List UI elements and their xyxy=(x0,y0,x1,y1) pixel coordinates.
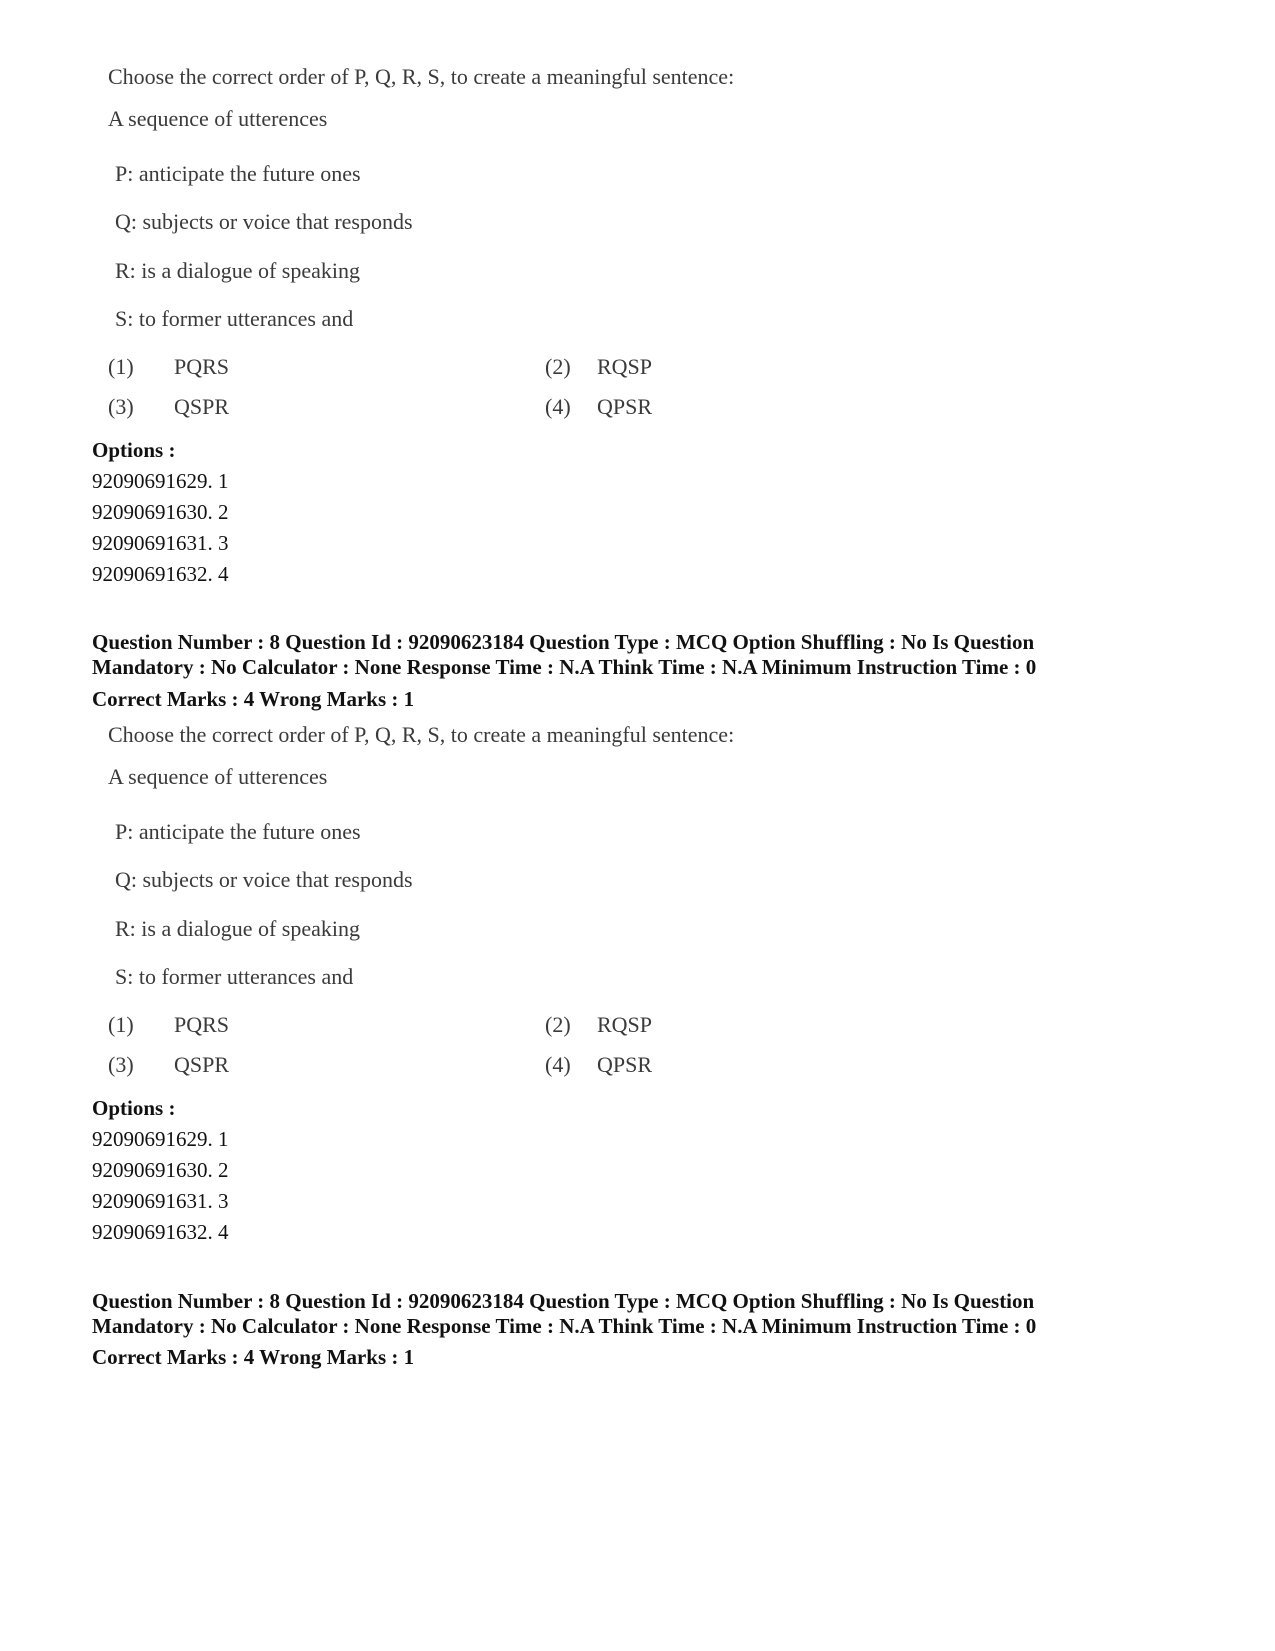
choice-text: QSPR xyxy=(174,1052,230,1077)
choice-1 xyxy=(108,1012,229,1038)
option-item-2: 92090691630. 2 xyxy=(92,500,229,524)
choice-3 xyxy=(108,1052,229,1078)
choice-1 xyxy=(108,354,229,380)
choice-2 xyxy=(545,1012,652,1038)
options-heading: Options : xyxy=(92,1096,176,1120)
metadata-marks-1: Correct Marks : 4 Wrong Marks : 1 xyxy=(92,687,415,711)
question-metadata-1 xyxy=(92,630,1122,680)
choice-text: RQSP xyxy=(597,354,653,379)
option-item-3: 92090691631. 3 xyxy=(92,531,229,555)
part-q: Q: subjects or voice that responds xyxy=(115,209,413,234)
part-r: R: is a dialogue of speaking xyxy=(115,258,361,283)
choice-4 xyxy=(545,394,652,420)
choice-number: (1) xyxy=(108,1012,134,1037)
choice-3 xyxy=(108,394,229,420)
question-lead: A sequence of utterences xyxy=(108,764,328,789)
choice-text: PQRS xyxy=(174,354,230,379)
part-r: R: is a dialogue of speaking xyxy=(115,916,361,941)
metadata-marks-2: Correct Marks : 4 Wrong Marks : 1 xyxy=(92,1345,415,1369)
option-item-2: 92090691630. 2 xyxy=(92,1158,229,1182)
question-stem: Choose the correct order of P, Q, R, S, to create a meaningful sentence: xyxy=(108,64,735,89)
metadata-line-2: Mandatory : No Calculator : None Response Time : N.A Think Time : N.A Minimum Instruction Time : 0 xyxy=(92,655,1037,679)
choice-4 xyxy=(545,1052,652,1078)
choice-number: (3) xyxy=(108,1052,134,1077)
choice-text: QPSR xyxy=(597,1052,653,1077)
choice-number: (4) xyxy=(545,394,571,419)
choice-text: PQRS xyxy=(174,1012,230,1037)
choice-text: RQSP xyxy=(597,1012,653,1037)
question-metadata-2 xyxy=(92,1289,1122,1339)
choice-number: (2) xyxy=(545,1012,571,1037)
option-item-4: 92090691632. 4 xyxy=(92,1220,229,1244)
part-s: S: to former utterances and xyxy=(115,964,354,989)
choice-number: (1) xyxy=(108,354,134,379)
option-item-1: 92090691629. 1 xyxy=(92,1127,229,1151)
metadata-line-2: Mandatory : No Calculator : None Response Time : N.A Think Time : N.A Minimum Instruction Time : 0 xyxy=(92,1314,1037,1338)
option-item-1: 92090691629. 1 xyxy=(92,469,229,493)
metadata-line-1: Question Number : 8 Question Id : 92090623184 Question Type : MCQ Option Shuffling : No Is Question xyxy=(92,1289,1035,1313)
choice-number: (3) xyxy=(108,394,134,419)
option-item-4: 92090691632. 4 xyxy=(92,562,229,586)
choice-text: QSPR xyxy=(174,394,230,419)
choice-text: QPSR xyxy=(597,394,653,419)
metadata-line-1: Question Number : 8 Question Id : 92090623184 Question Type : MCQ Option Shuffling : No Is Question xyxy=(92,630,1035,654)
part-p: P: anticipate the future ones xyxy=(115,819,361,844)
part-p: P: anticipate the future ones xyxy=(115,161,361,186)
options-heading: Options : xyxy=(92,438,176,462)
part-q: Q: subjects or voice that responds xyxy=(115,867,413,892)
question-stem: Choose the correct order of P, Q, R, S, to create a meaningful sentence: xyxy=(108,722,735,747)
option-item-3: 92090691631. 3 xyxy=(92,1189,229,1213)
question-lead: A sequence of utterences xyxy=(108,106,328,131)
choice-number: (4) xyxy=(545,1052,571,1077)
part-s: S: to former utterances and xyxy=(115,306,354,331)
choice-2 xyxy=(545,354,652,380)
choice-number: (2) xyxy=(545,354,571,379)
